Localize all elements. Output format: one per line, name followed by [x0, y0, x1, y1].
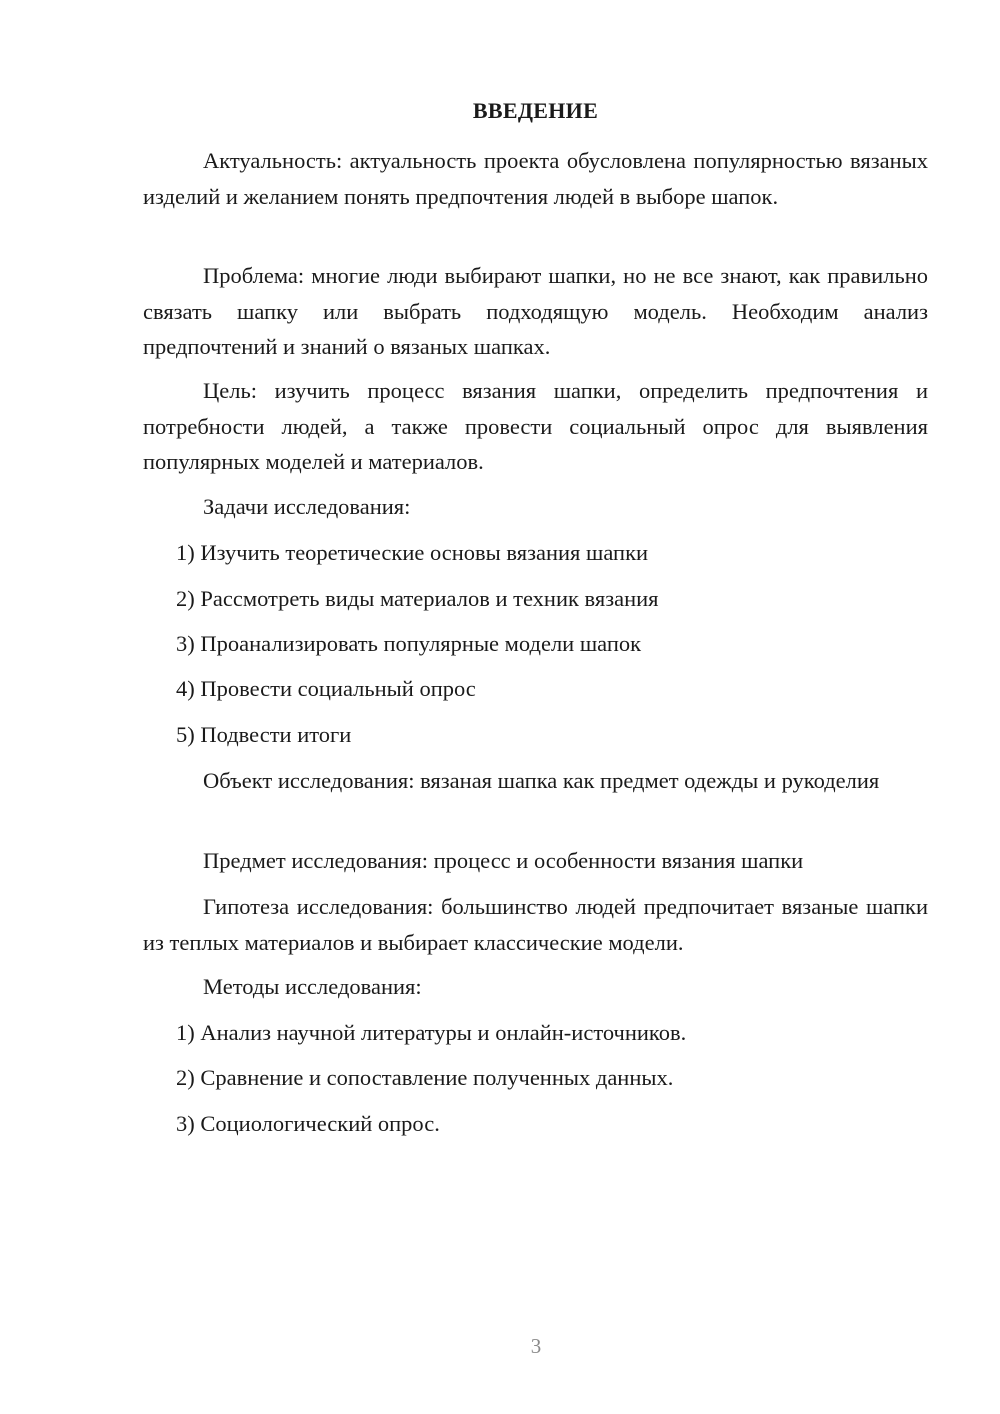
methods-title: Методы исследования:: [203, 974, 422, 999]
method-item-2: 2) Сравнение и сопоставление полученных данных.: [176, 1065, 674, 1090]
method-item-3: 3) Социологический опрос.: [176, 1111, 440, 1136]
task-item-2: 2) Рассмотреть виды материалов и техник вязания: [176, 586, 659, 611]
subject-paragraph: Предмет исследования: процесс и особенности вязания шапки: [203, 848, 804, 873]
task-item-4: 4) Провести социальный опрос: [176, 676, 476, 701]
task-item-5: 5) Подвести итоги: [176, 722, 352, 747]
method-item-1: 1) Анализ научной литературы и онлайн-источников.: [176, 1020, 687, 1045]
object-paragraph: Объект исследования: вязаная шапка как предмет одежды и рукоделия: [203, 768, 880, 793]
goal-paragraph: Цель: изучить процесс вязания шапки, определить предпочтения и потребности людей, а также провести социальный опрос для выявления популярных моделей и материалов.: [143, 378, 928, 474]
tasks-title: Задачи исследования:: [203, 494, 411, 519]
relevance-paragraph: Актуальность: актуальность проекта обусловлена популярностью вязаных изделий и желанием понять предпочтения людей в выборе шапок.: [143, 148, 928, 209]
task-item-1: 1) Изучить теоретические основы вязания шапки: [176, 540, 649, 565]
hypothesis-paragraph: Гипотеза исследования: большинство людей предпочитает вязаные шапки из теплых материалов и выбирает классические модели.: [143, 894, 928, 955]
task-item-3: 3) Проанализировать популярные модели шапок: [176, 631, 642, 656]
problem-paragraph: Проблема: многие люди выбирают шапки, но не все знают, как правильно связать шапку или выбрать подходящую модель. Необходим анализ предпочтений и знаний о вязаных шапках.: [143, 263, 928, 359]
page-title: ВВЕДЕНИЕ: [472, 98, 599, 123]
page-number: 3: [530, 1334, 542, 1358]
